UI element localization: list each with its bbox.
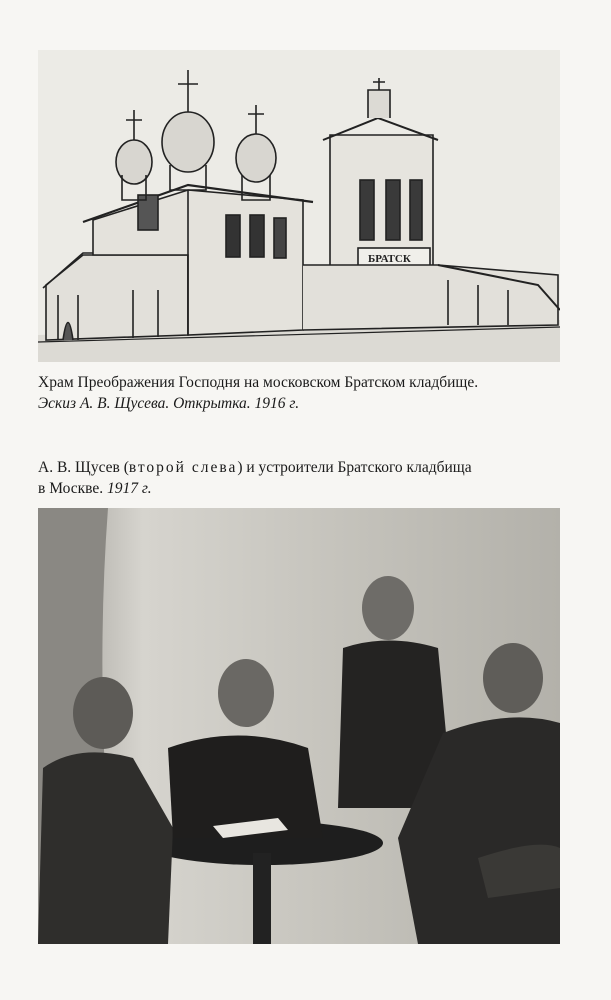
figure2-caption-line1 (38, 457, 568, 478)
caption-line2-plain: в Москве. (38, 480, 107, 497)
group-photo-drawing (38, 508, 560, 944)
caption-spaced: второй слева (128, 459, 238, 476)
figure1-caption-line2: Эскиз А. В. Щусева. Открытка. 1916 г. (38, 395, 300, 412)
caption-year: 1917 г. (107, 480, 152, 497)
group-photo-image (38, 508, 560, 944)
figure1-caption-line1: Храм Преображения Господня на московском Братском кладбище. (38, 374, 479, 391)
caption-part2: ) и устроители Братского кладбища (237, 459, 472, 476)
sketch-sign-text: БРАТСК (368, 253, 411, 265)
figure2-caption-line2 (38, 478, 568, 499)
caption-part1: А. В. Щусев ( (38, 459, 129, 476)
figure1-caption (38, 372, 568, 414)
church-sketch-drawing (38, 50, 560, 362)
figure2-caption (38, 457, 568, 499)
church-sketch-image (38, 50, 560, 362)
